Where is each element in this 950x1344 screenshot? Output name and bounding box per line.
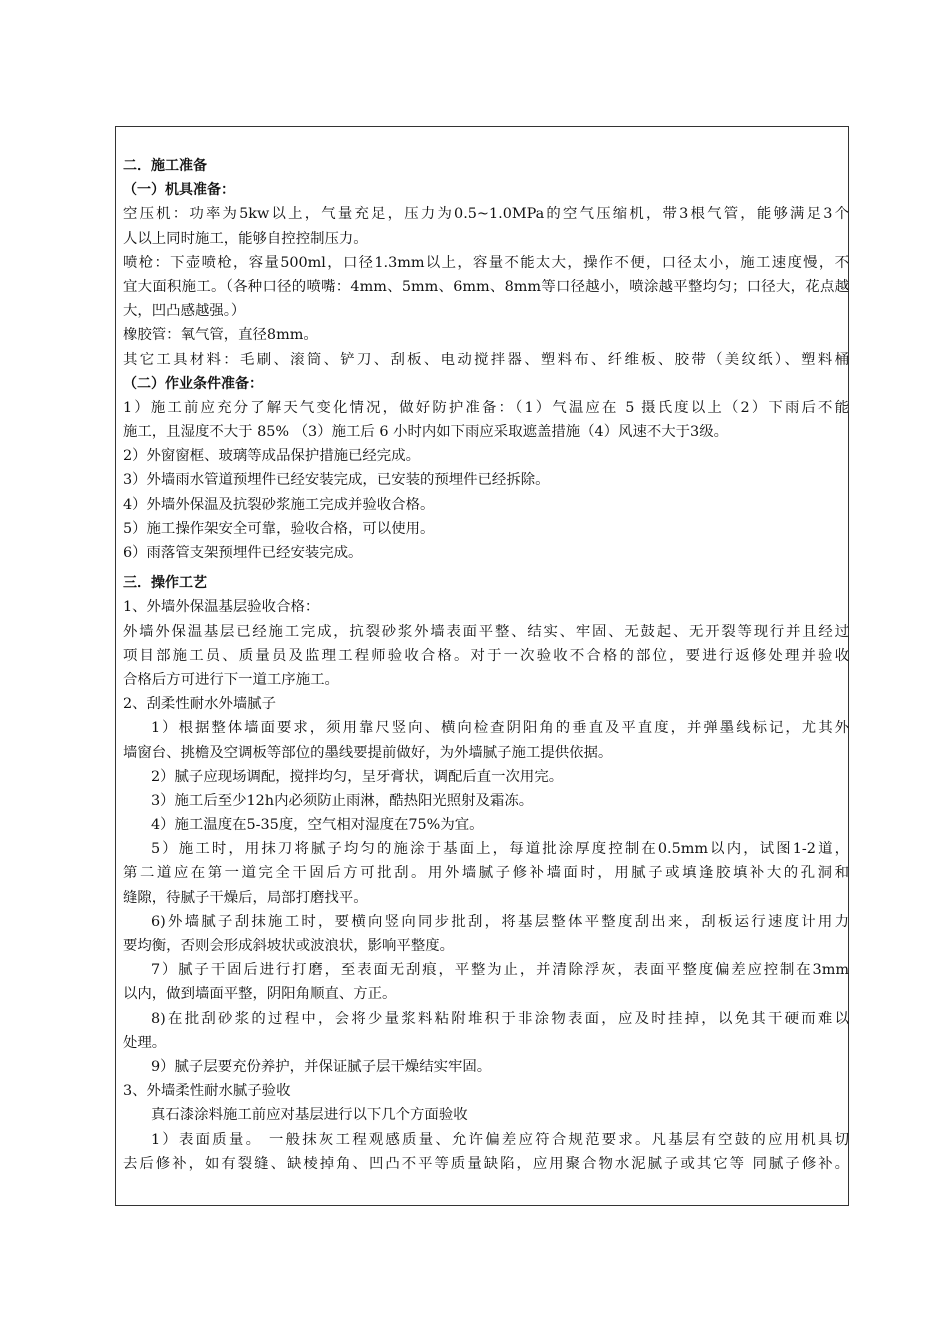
text-line: 2、刮柔性耐水外墙腻子 <box>123 696 277 713</box>
section-heading: （一）机具准备： <box>123 182 235 199</box>
text-line: 1、外墙外保温基层验收合格： <box>123 599 320 616</box>
text-line: 真石漆涂料施工前应对基层进行以下几个方面验收 <box>151 1107 468 1124</box>
text-line: 6)外墙腻子刮抹施工时，要横向竖向同步批刮，将基层整体平整度刮出来，刮板运行速度计用力 <box>151 913 849 930</box>
text-line: 空压机：功率为5kw以上，气量充足，压力为0.5~1.0MPa的空气压缩机，带3根气管，能够满足3个 <box>123 206 849 223</box>
text-line: 大，凹凸感越强。） <box>123 303 246 320</box>
text-line: 墙窗台、挑檐及空调板等部位的墨线要提前做好，为外墙腻子施工提供依据。 <box>123 744 613 761</box>
text-line: 6）雨落管支架预埋件已经安装完成。 <box>123 545 363 561</box>
text-line: 5）施工操作架安全可靠，验收合格，可以使用。 <box>123 520 435 537</box>
text-line: 以内，做到墙面平整，阴阳角顺直、方正。 <box>123 986 397 1003</box>
text-line: 1）表面质量。 一般抹灰工程观感质量、允许偏差应符合规范要求。凡基层有空鼓的应用机具切 <box>151 1131 849 1148</box>
text-line: 其它工具材料：毛刷、滚筒、铲刀、刮板、电动搅拌器、塑料布、纤维板、胶带（美纹纸）、塑料桶 <box>123 351 849 368</box>
document-frame <box>115 126 849 1206</box>
text-line: 橡胶管：氧气管，直径8mm。 <box>123 327 318 344</box>
text-line: 3）外墙雨水管道预埋件已经安装完成，已安装的预埋件已经拆除。 <box>123 472 550 489</box>
text-line: 2）腻子应现场调配，搅拌均匀，呈牙膏状，调配后直一次用完。 <box>151 768 564 785</box>
text-line: 4）外墙外保温及抗裂砂浆施工完成并验收合格。 <box>123 496 435 513</box>
text-line: 4）施工温度在5-35度，空气相对湿度在75%为宜。 <box>151 817 484 834</box>
text-line: 喷枪：下壶喷枪，容量500ml，口径1.3mm以上，容量不能太大，操作不便，口径太小，施工速度慢，不 <box>123 254 849 271</box>
text-line: 要均衡，否则会形成斜坡状或波浪状，影响平整度。 <box>123 938 454 954</box>
section-heading: （二）作业条件准备： <box>123 375 263 392</box>
text-line: 合格后方可进行下一道工序施工。 <box>123 671 339 688</box>
text-line: 5）施工时，用抹刀将腻子均匀的施涂于基面上，每道批涂厚度控制在0.5mm以内，试图1-2道， <box>151 841 849 858</box>
text-line: 3、外墙柔性耐水腻子验收 <box>123 1083 291 1100</box>
text-line: 缝隙，待腻子干燥后，局部打磨找平。 <box>123 889 368 906</box>
text-line: 7）腻子干固后进行打磨，至表面无刮痕，平整为止，并清除浮灰，表面平整度偏差应控制在3mm <box>151 962 849 979</box>
text-line: 2）外窗窗框、玻璃等成品保护措施已经完成。 <box>123 448 420 465</box>
text-line: 施工，且湿度不大于 85% （3）施工后 6 小时内如下雨应采取遮盖措施（4）风速不大于3级。 <box>123 424 728 441</box>
text-line: 处理。 <box>123 1034 167 1051</box>
section-heading: 二．施工准备 <box>123 158 207 174</box>
document-body <box>116 154 849 1176</box>
text-line: 1）施工前应充分了解天气变化情况，做好防护准备：（1）气温应在 5 摄氏度以上（2）下雨后不能 <box>123 399 849 416</box>
text-line: 9）腻子层要充份养护，并保证腻子层干燥结实牢固。 <box>151 1058 492 1075</box>
text-line: 外墙外保温基层已经施工完成，抗裂砂浆外墙表面平整、结实、牢固、无鼓起、无开裂等现行并且经过 <box>123 623 849 640</box>
text-line: 宜大面积施工。（各种口径的喷嘴：4mm、5mm、6mm、8mm等口径越小，喷涂越平整均匀；口径大，花点越 <box>123 278 849 295</box>
text-line: 8)在批刮砂浆的过程中，会将少量浆料粘附堆积于非涂物表面，应及时挂掉，以免其干硬而难以 <box>151 1010 849 1027</box>
text-line: 人以上同时施工，能够自控控制压力。 <box>123 230 368 247</box>
text-line: 1）根据整体墙面要求，须用靠尺竖向、横向检查阴阳角的垂直及平直度，并弹墨线标记，尤其外 <box>151 720 849 737</box>
text-line: 去后修补，如有裂缝、缺棱掉角、凹凸不平等质量缺陷，应用聚合物水泥腻子或其它等 同腻子修补。 <box>123 1155 849 1172</box>
text-line: 第二道应在第一道完全干固后方可批刮。用外墙腻子修补墙面时，用腻子或填逢胶填补大的孔洞和 <box>123 865 849 882</box>
text-line: 项目部施工员、质量员及监理工程师验收合格。对于一次验收不合格的部位，要进行返修处理并验收 <box>123 647 849 664</box>
section-heading: 三．操作工艺 <box>123 575 207 592</box>
text-line: 3）施工后至少12h内必须防止雨淋，酷热阳光照射及霜冻。 <box>151 792 534 809</box>
